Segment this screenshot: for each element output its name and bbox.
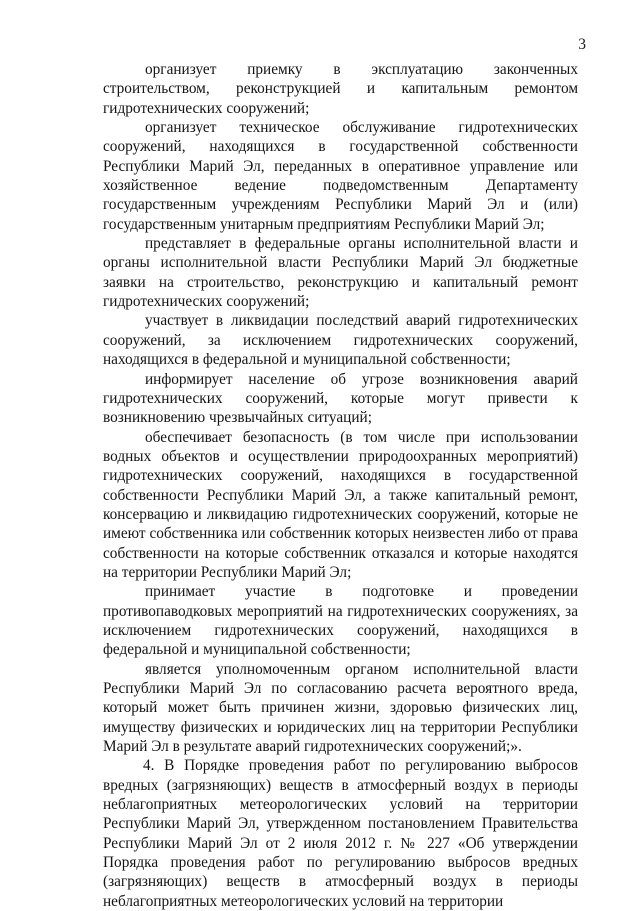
document-body bbox=[103, 60, 578, 911]
paragraph-accident-liquidation: участвует в ликвидации последствий аварий гидротехнических сооружений, за исключением гидротехнических сооружений, находящихся в федеральной и муниципальной собственности; bbox=[103, 312, 578, 369]
page-number: 3 bbox=[578, 36, 586, 53]
paragraph-authorized-body: является уполномоченным органом исполнительной власти Республики Марий Эл по согласованию расчета вероятного вреда, который может быть причинен жизни, здоровью физических лиц, имуществу физических и юридических лиц на территории Республики Марий Эл в результате аварий гидротехнических сооружений;». bbox=[103, 660, 578, 756]
paragraph-acceptance: организует приемку в эксплуатацию законченных строительством, реконструкцией и капитальным ремонтом гидротехнических сооружений; bbox=[103, 61, 578, 117]
paragraph-item-4: 4. В Порядке проведения работ по регулированию выбросов вредных (загрязняющих) веществ в атмосферный воздух в периоды неблагоприятных метеорологических условий на территории Республики Марий Эл, утвержденном постановлением Правительства Республики Марий Эл от 2 июля 2012 г. № 227 «Об утверждении Порядка проведения работ по регулированию выбросов вредных (загрязняющих) веществ в атмосферный воздух в периоды неблагоприятных метеорологических условий на территории bbox=[103, 757, 578, 910]
paragraph-maintenance: организует техническое обслуживание гидротехнических сооружений, находящихся в государственной собственности Республики Марий Эл, переданных в оперативное управление или хозяйственное ведение подведомственным Департаменту государственным учреждениям Республики Марий Эл и (или) государственным унитарным предприятиям Республики Марий Эл; bbox=[103, 119, 578, 233]
paragraph-safety-provision: обеспечивает безопасность (в том числе при использовании водных объектов и осуществлении природоохранных мероприятий) гидротехнических сооружений, находящихся в государственной собственности Республики Марий Эл, а также капитальный ремонт, консервацию и ликвидацию гидротехнических сооружений, которые не имеют собственника или собственник которых неизвестен либо от права собственности на которые собственник отказался и которые находятся на территории Республики Марий Эл; bbox=[103, 428, 578, 581]
paragraph-flood-prevention: принимает участие в подготовке и проведении противопаводковых мероприятий на гидротехнических сооружениях, за исключением гидротехнических сооружений, находящихся в федеральной и муниципальной собственности; bbox=[103, 583, 578, 659]
paragraph-budget-requests: представляет в федеральные органы исполнительной власти и органы исполнительной власти Республики Марий Эл бюджетные заявки на строительство, реконструкцию и капитальный ремонт гидротехнических сооружений; bbox=[103, 235, 578, 311]
paragraph-public-informing: информирует население об угрозе возникновения аварий гидротехнических сооружений, которые могут привести к возникновению чрезвычайных ситуаций; bbox=[103, 370, 578, 427]
